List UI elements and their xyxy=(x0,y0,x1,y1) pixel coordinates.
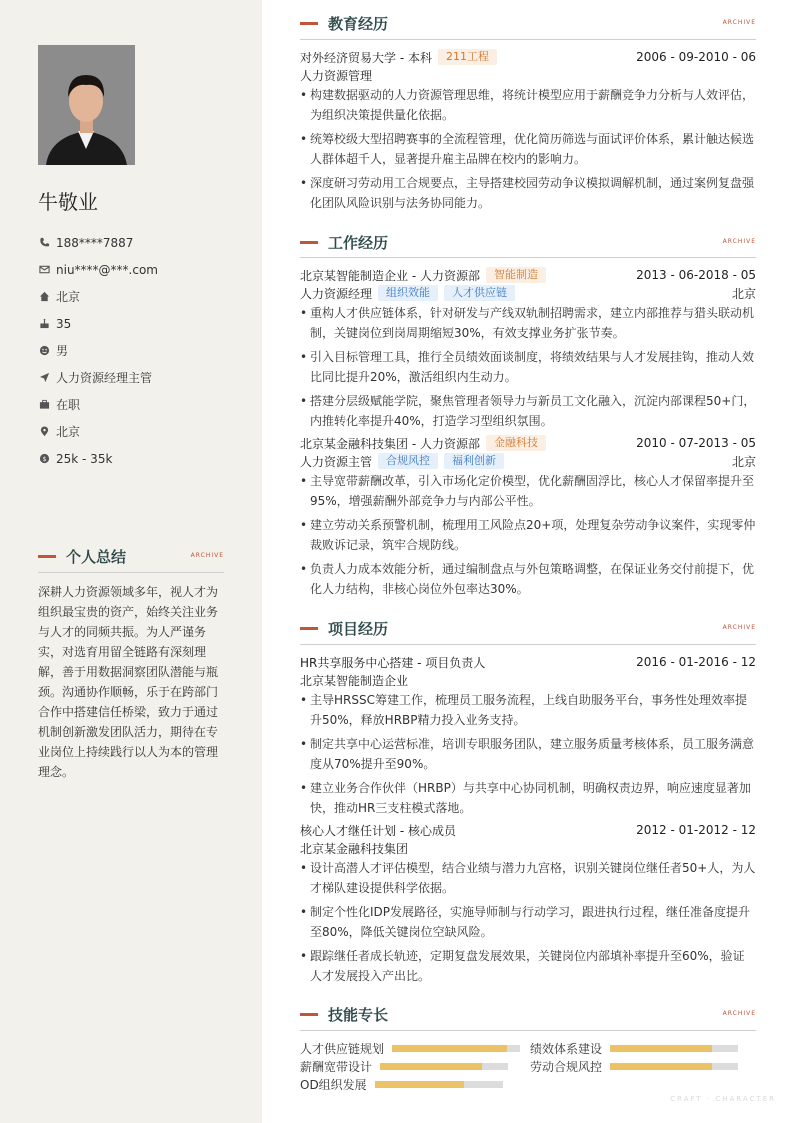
skill-level-fill xyxy=(392,1045,507,1052)
school-badge: 211工程 xyxy=(438,49,497,65)
money-icon xyxy=(38,453,50,465)
skill-level-fill xyxy=(375,1081,465,1088)
contact-home: 北京 xyxy=(38,283,158,310)
school-name: 对外经济贸易大学 - 本科 xyxy=(300,50,432,65)
skills-heading: 技能专长 ARCHIVE xyxy=(300,1004,756,1025)
list-item: • 引入目标管理工具，推行全员绩效面谈制度，将绩效结果与人才发展挂钩，推动人效比同比提升20%，激活组织内生动力。 xyxy=(300,347,756,387)
skill-level-bar xyxy=(610,1045,738,1052)
skill-level-bar xyxy=(375,1081,503,1088)
skill-item: 薪酬宽带设计 xyxy=(300,1058,508,1075)
skill-item: 劳动合规风控 xyxy=(530,1058,738,1075)
education-heading: 教育经历 ARCHIVE xyxy=(300,13,756,34)
skill-level-bar xyxy=(380,1063,508,1070)
contact-position: 人力资源经理主管 xyxy=(38,364,158,391)
briefcase-icon xyxy=(38,399,50,411)
sidebar xyxy=(0,0,262,1123)
list-item: • 建立业务合作伙伴（HRBP）与共享中心协同机制，明确权责边界，响应速度显著加快，推动HR三支柱模式落地。 xyxy=(300,778,756,818)
contact-phone: 188****7887 xyxy=(38,229,158,256)
list-item: • 构建数据驱动的人力资源管理思维，将统计模型应用于薪酬竞争力分析与人效评估，为组织决策提供量化依据。 xyxy=(300,85,756,125)
company-name: 北京某金融科技集团 - 人力资源部 xyxy=(300,436,480,451)
contact-email: niu****@***.com xyxy=(38,256,158,283)
education-major: 人力资源管理 xyxy=(300,68,373,83)
list-item: • 统筹校级大型招聘赛事的全流程管理，优化简历筛选与面试评价体系，累计触达候选人群体超千人，显著提升雇主品牌在校内的影响力。 xyxy=(300,129,756,169)
project-2 xyxy=(300,821,756,990)
contact-gender: 男 xyxy=(38,337,158,364)
candidate-name: 牛敬业 xyxy=(38,190,98,214)
job-role: 人力资源主管 xyxy=(300,454,373,469)
list-item: • 主导宽带薪酬改革，引入市场化定价模型，优化薪酬固浮比，核心人才保留率提升至95%，增强薪酬外部竞争力与内部公平性。 xyxy=(300,471,756,511)
watermark: CRAFT · CHARACTER xyxy=(670,1095,776,1103)
skill-tag: 合规风控 xyxy=(378,453,438,469)
list-item: • 搭建分层级赋能学院，聚焦管理者领导力与新员工文化融入，沉淀内部课程50+门，内推转化率提升40%，打造学习型组织氛围。 xyxy=(300,391,756,431)
location-pin-icon xyxy=(38,426,50,438)
job-date: 2013 - 06-2018 - 05 xyxy=(636,268,756,282)
project-org: 北京某智能制造企业 xyxy=(300,673,409,688)
job-city: 北京 xyxy=(731,286,756,301)
skill-item: OD组织发展 xyxy=(300,1076,503,1093)
skill-tag: 人才供应链 xyxy=(444,285,515,301)
job-role: 人力资源经理 xyxy=(300,286,373,301)
project-org: 北京某金融科技集团 xyxy=(300,841,409,856)
skill-level-bar xyxy=(610,1063,738,1070)
project-name: HR共享服务中心搭建 - 项目负责人 xyxy=(300,655,486,670)
list-item: • 制定共享中心运营标准，培训专职服务团队，建立服务质量考核体系，员工服务满意度从70%提升至90%。 xyxy=(300,734,756,774)
mail-icon xyxy=(38,264,50,276)
project-date: 2012 - 01-2012 - 12 xyxy=(636,823,756,837)
phone-icon xyxy=(38,237,50,249)
company-name: 北京某智能制造企业 - 人力资源部 xyxy=(300,268,480,283)
list-item: • 跟踪继任者成长轨迹，定期复盘发展效果，关键岗位内部填补率提升至60%，验证人才发展投入产出比。 xyxy=(300,946,756,986)
home-icon xyxy=(38,291,50,303)
projects-heading: 项目经历 ARCHIVE xyxy=(300,618,756,639)
skill-level-fill xyxy=(610,1063,712,1070)
industry-badge: 智能制造 xyxy=(486,267,546,283)
list-item: • 制定个性化IDP发展路径，实施导师制与行动学习，跟进执行过程，继任准备度提升至80%，降低关键岗位空缺风险。 xyxy=(300,902,756,942)
education-section xyxy=(300,48,756,217)
work-job-1 xyxy=(300,266,756,435)
work-job-2 xyxy=(300,434,756,603)
skill-level-fill xyxy=(380,1063,482,1070)
contact-age: 35 xyxy=(38,310,158,337)
skill-level-fill xyxy=(610,1045,712,1052)
list-item: • 负责人力成本效能分析，通过编制盘点与外包策略调整，在保证业务交付前提下，优化人力结构，非核心岗位外包率达30%。 xyxy=(300,559,756,599)
profile-photo xyxy=(38,45,135,165)
cake-icon xyxy=(38,318,50,330)
skill-tag: 组织效能 xyxy=(378,285,438,301)
list-item: • 设计高潜人才评估模型，结合业绩与潜力九宫格，识别关键岗位继任者50+人，为人才梯队建设提供科学依据。 xyxy=(300,858,756,898)
skill-item: 绩效体系建设 xyxy=(530,1040,738,1057)
contact-list xyxy=(38,229,158,472)
list-item: • 建立劳动关系预警机制，梳理用工风险点20+项，处理复杂劳动争议案件，实现零仲裁败诉记录，筑牢合规防线。 xyxy=(300,515,756,555)
industry-badge: 金融科技 xyxy=(486,435,546,451)
list-item: • 深度研习劳动用工合规要点，主导搭建校园劳动争议模拟调解机制，通过案例复盘强化团队风险识别与法务协同能力。 xyxy=(300,173,756,213)
summary-text: 深耕人力资源领域多年，视人才为组织最宝贵的资产，始终关注业务与人才的同频共振。为人严谨务实，对选育用留全链路有深刻理解，善于用数据洞察团队潜能与瓶颈。沟通协作顺畅，乐于在跨部门合作中搭建信任桥梁，致力于通过机制创新激发团队活力，期待在专业岗位上持续践行以人为本的管理理念。 xyxy=(38,585,219,779)
contact-salary: $ 25k - 35k xyxy=(38,445,158,472)
skill-item: 人才供应链规划 xyxy=(300,1040,520,1057)
contact-status: 在职 xyxy=(38,391,158,418)
project-date: 2016 - 01-2016 - 12 xyxy=(636,655,756,669)
job-city: 北京 xyxy=(731,454,756,469)
project-name: 核心人才继任计划 - 核心成员 xyxy=(300,823,456,838)
list-item: • 重构人才供应链体系，针对研发与产线双轨制招聘需求，建立内部推荐与猎头联动机制，关键岗位到岗周期缩短30%，有效支撑业务扩张节奏。 xyxy=(300,303,756,343)
summary-heading: 个人总结 ARCHIVE xyxy=(38,546,224,567)
skill-level-bar xyxy=(392,1045,520,1052)
gender-icon xyxy=(38,345,50,357)
skill-tag: 福利创新 xyxy=(444,453,504,469)
svg-text:$: $ xyxy=(41,454,47,463)
education-date: 2006 - 09-2010 - 06 xyxy=(636,50,756,64)
work-heading: 工作经历 ARCHIVE xyxy=(300,232,756,253)
send-icon xyxy=(38,372,50,384)
list-item: • 主导HRSSC筹建工作，梳理员工服务流程，上线自助服务平台，事务性处理效率提升50%，释放HRBP精力投入业务支持。 xyxy=(300,690,756,730)
contact-target-city: 北京 xyxy=(38,418,158,445)
job-date: 2010 - 07-2013 - 05 xyxy=(636,436,756,450)
project-1 xyxy=(300,653,756,822)
